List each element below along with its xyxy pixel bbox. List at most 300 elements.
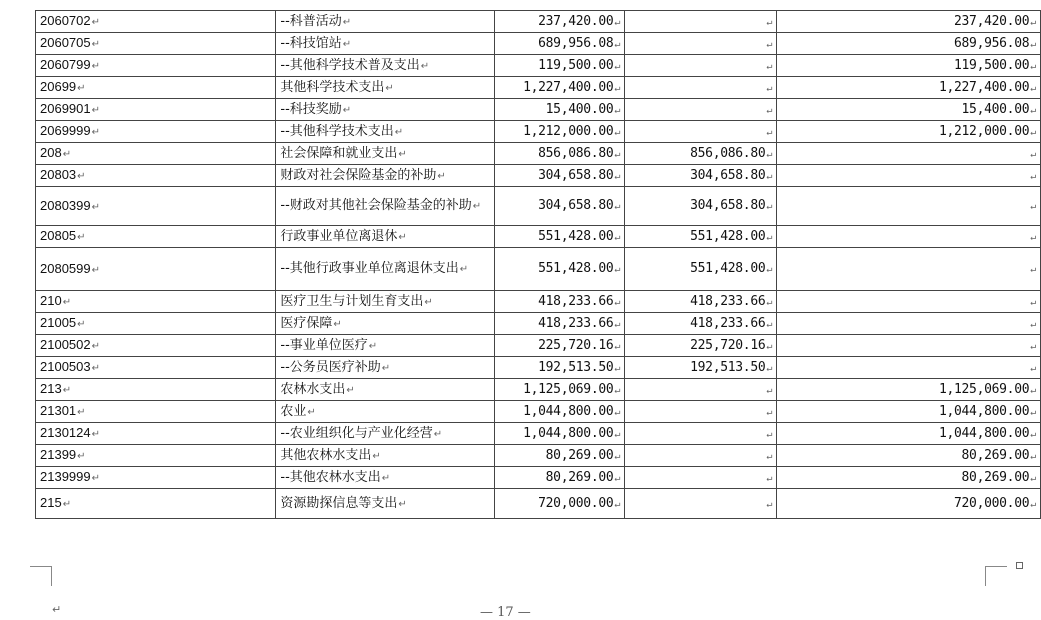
total-amount-text: 237,420.00 — [538, 13, 614, 29]
cell-end-mark: ↵ — [1030, 264, 1036, 275]
code-text: 2100503 — [40, 359, 91, 374]
name-cell[interactable] — [276, 143, 495, 165]
cell-end-mark: ↵ — [433, 428, 443, 440]
table-row — [36, 357, 1041, 379]
total-amount-cell[interactable] — [494, 489, 624, 519]
total-amount-text: 192,513.50 — [538, 359, 614, 375]
cell-end-mark: ↵ — [1030, 296, 1036, 308]
cell-end-mark: ↵ — [420, 60, 430, 72]
name-text: --科技馆站 — [280, 35, 342, 51]
code-text: 2069901 — [40, 101, 91, 116]
table-row — [36, 187, 1041, 226]
cell-end-mark: ↵ — [766, 148, 773, 160]
project-amount-text: 237,420.00 — [953, 13, 1030, 29]
code-text: 208 — [40, 145, 62, 160]
cell-end-mark: ↵ — [614, 406, 621, 418]
table-row — [36, 379, 1041, 401]
table-row — [36, 11, 1041, 33]
cell-end-mark: ↵ — [766, 264, 773, 275]
code-cell[interactable] — [36, 445, 276, 467]
code-cell[interactable] — [36, 313, 276, 335]
cell-end-mark: ↵ — [398, 231, 407, 243]
table-row — [36, 77, 1041, 99]
project-amount-cell[interactable] — [777, 226, 1041, 248]
total-amount-cell[interactable] — [494, 467, 624, 489]
basic-amount-cell[interactable] — [625, 33, 777, 55]
cell-end-mark: ↵ — [766, 318, 773, 330]
project-amount-text: 1,227,400.00 — [938, 79, 1030, 95]
table-row — [36, 33, 1041, 55]
cell-end-mark: ↵ — [766, 126, 773, 138]
total-amount-text: 119,500.00 — [538, 57, 614, 73]
basic-amount-cell[interactable] — [625, 335, 777, 357]
cell-end-mark: ↵ — [77, 232, 86, 243]
total-amount-text: 1,044,800.00 — [523, 403, 614, 419]
basic-amount-cell[interactable] — [625, 445, 777, 467]
name-cell[interactable] — [276, 357, 495, 379]
table-row — [36, 445, 1041, 467]
code-text: 2139999 — [40, 469, 91, 484]
cell-end-mark: ↵ — [614, 340, 621, 352]
total-amount-cell[interactable] — [494, 357, 624, 379]
project-amount-text: 720,000.00 — [953, 495, 1030, 511]
cell-end-mark: ↵ — [614, 16, 621, 28]
code-text: 2080599 — [40, 260, 91, 276]
cell-end-mark: ↵ — [614, 472, 621, 484]
name-cell[interactable] — [276, 11, 495, 33]
project-amount-cell[interactable] — [777, 379, 1041, 401]
cell-end-mark: ↵ — [766, 406, 773, 418]
cell-end-mark: ↵ — [91, 61, 101, 72]
cell-end-mark: ↵ — [1030, 170, 1036, 182]
basic-amount-cell[interactable] — [625, 187, 777, 226]
cell-end-mark: ↵ — [459, 264, 469, 275]
cell-end-mark: ↵ — [472, 201, 482, 212]
cell-end-mark: ↵ — [766, 362, 773, 374]
basic-amount-text: 418,233.66 — [690, 315, 766, 331]
margin-corner-left — [30, 566, 51, 567]
name-cell[interactable] — [276, 77, 495, 99]
cell-end-mark: ↵ — [91, 473, 101, 484]
cell-end-mark: ↵ — [766, 82, 773, 94]
cell-end-mark: ↵ — [368, 340, 378, 352]
cell-end-mark: ↵ — [437, 170, 446, 182]
project-amount-cell[interactable] — [777, 291, 1041, 313]
cell-end-mark: ↵ — [1030, 231, 1036, 243]
total-amount-cell[interactable] — [494, 313, 624, 335]
code-cell[interactable] — [36, 226, 276, 248]
project-amount-cell[interactable] — [777, 143, 1041, 165]
project-amount-text: 1,125,069.00 — [938, 381, 1030, 397]
cell-end-mark: ↵ — [614, 264, 621, 275]
total-amount-cell[interactable] — [494, 248, 624, 291]
project-amount-text: 1,044,800.00 — [938, 403, 1030, 419]
code-cell[interactable] — [36, 467, 276, 489]
cell-end-mark: ↵ — [333, 318, 342, 330]
table-row — [36, 121, 1041, 143]
project-amount-cell[interactable] — [777, 489, 1041, 519]
table-row — [36, 467, 1041, 489]
total-amount-cell[interactable] — [494, 401, 624, 423]
project-amount-cell[interactable] — [777, 121, 1041, 143]
table-row — [36, 489, 1041, 519]
cell-end-mark: ↵ — [614, 318, 621, 330]
table-row — [36, 401, 1041, 423]
cell-end-mark: ↵ — [91, 264, 101, 276]
code-text: 2069999 — [40, 123, 91, 138]
cell-end-mark: ↵ — [1030, 148, 1036, 160]
code-cell[interactable] — [36, 77, 276, 99]
code-text: 2130124 — [40, 425, 91, 440]
cell-end-mark: ↵ — [1030, 406, 1036, 418]
basic-amount-cell[interactable] — [625, 77, 777, 99]
cell-end-mark: ↵ — [766, 498, 773, 510]
cell-end-mark: ↵ — [91, 39, 101, 50]
cell-end-mark: ↵ — [381, 362, 391, 374]
table-body — [36, 11, 1041, 519]
total-amount-text: 418,233.66 — [538, 293, 614, 309]
code-text: 20699 — [40, 79, 77, 94]
project-amount-cell[interactable] — [777, 423, 1041, 445]
name-cell[interactable] — [276, 121, 495, 143]
cell-end-mark: ↵ — [1030, 472, 1036, 484]
name-cell[interactable] — [276, 401, 495, 423]
total-amount-text: 1,044,800.00 — [523, 425, 614, 441]
project-amount-cell[interactable] — [777, 248, 1041, 291]
cell-end-mark: ↵ — [62, 499, 72, 510]
cell-end-mark: ↵ — [614, 362, 621, 374]
project-amount-cell[interactable] — [777, 11, 1041, 33]
cell-end-mark: ↵ — [342, 104, 352, 116]
cell-end-mark: ↵ — [766, 38, 773, 50]
cell-end-mark: ↵ — [62, 149, 72, 160]
code-cell[interactable] — [36, 423, 276, 445]
code-cell[interactable] — [36, 379, 276, 401]
cell-end-mark: ↵ — [766, 340, 773, 352]
cell-end-mark: ↵ — [91, 127, 101, 138]
name-cell[interactable] — [276, 291, 495, 313]
code-text: 20803 — [40, 167, 77, 182]
cell-end-mark: ↵ — [77, 319, 86, 330]
cell-end-mark: ↵ — [766, 60, 773, 72]
name-cell[interactable] — [276, 445, 495, 467]
total-amount-text: 15,400.00 — [545, 101, 614, 117]
cell-end-mark: ↵ — [1030, 428, 1036, 440]
basic-amount-text: 418,233.66 — [690, 293, 766, 309]
name-text: 农业 — [280, 403, 307, 419]
paragraph-mark: ↵ — [52, 603, 62, 616]
name-cell[interactable] — [276, 226, 495, 248]
cell-end-mark: ↵ — [91, 341, 101, 352]
total-amount-text: 1,212,000.00 — [523, 123, 614, 139]
table-resize-handle[interactable] — [1016, 562, 1023, 569]
name-text: 农林水支出 — [280, 381, 346, 397]
total-amount-cell[interactable] — [494, 226, 624, 248]
cell-end-mark: ↵ — [91, 201, 101, 213]
total-amount-text: 225,720.16 — [538, 337, 614, 353]
table-row — [36, 291, 1041, 313]
code-cell[interactable] — [36, 143, 276, 165]
project-amount-cell[interactable] — [777, 335, 1041, 357]
name-cell[interactable] — [276, 99, 495, 121]
basic-amount-cell[interactable] — [625, 55, 777, 77]
total-amount-cell[interactable] — [494, 121, 624, 143]
cell-end-mark: ↵ — [1030, 450, 1036, 462]
basic-amount-cell[interactable] — [625, 11, 777, 33]
total-amount-cell[interactable] — [494, 143, 624, 165]
basic-amount-cell[interactable] — [625, 313, 777, 335]
cell-end-mark: ↵ — [385, 82, 394, 94]
total-amount-cell[interactable] — [494, 77, 624, 99]
project-amount-text: 119,500.00 — [953, 57, 1030, 73]
cell-end-mark: ↵ — [766, 104, 773, 116]
cell-end-mark: ↵ — [766, 296, 773, 308]
name-cell[interactable] — [276, 313, 495, 335]
table-row — [36, 313, 1041, 335]
total-amount-text: 304,658.80 — [538, 198, 614, 213]
table-row — [36, 226, 1041, 248]
cell-end-mark: ↵ — [614, 60, 621, 72]
cell-end-mark: ↵ — [1030, 318, 1036, 330]
cell-end-mark: ↵ — [77, 83, 86, 94]
cell-end-mark: ↵ — [1030, 38, 1036, 50]
name-cell[interactable] — [276, 489, 495, 519]
name-text: --公务员医疗补助 — [280, 359, 381, 375]
code-text: 2060705 — [40, 35, 91, 50]
cell-end-mark: ↵ — [766, 428, 773, 440]
name-cell[interactable] — [276, 379, 495, 401]
cell-end-mark: ↵ — [307, 406, 316, 418]
code-text: 21301 — [40, 403, 77, 418]
table-row — [36, 335, 1041, 357]
project-amount-cell[interactable] — [777, 99, 1041, 121]
basic-amount-cell[interactable] — [625, 379, 777, 401]
total-amount-cell[interactable] — [494, 33, 624, 55]
cell-end-mark: ↵ — [614, 82, 621, 94]
table-row — [36, 55, 1041, 77]
cell-end-mark: ↵ — [91, 17, 101, 28]
cell-end-mark: ↵ — [372, 450, 381, 462]
total-amount-text: 80,269.00 — [545, 447, 614, 463]
total-amount-cell[interactable] — [494, 11, 624, 33]
margin-corner-right — [985, 566, 1007, 567]
code-text: 2060799 — [40, 57, 91, 72]
basic-amount-text: 304,658.80 — [690, 167, 766, 183]
code-cell[interactable] — [36, 248, 276, 291]
basic-amount-text: 551,428.00 — [690, 228, 766, 244]
code-cell[interactable] — [36, 401, 276, 423]
cell-end-mark: ↵ — [1030, 201, 1036, 212]
page-number: — 17 — — [480, 605, 531, 620]
total-amount-cell[interactable] — [494, 445, 624, 467]
cell-end-mark: ↵ — [1030, 340, 1036, 352]
cell-end-mark: ↵ — [398, 148, 407, 160]
name-text: 社会保障和就业支出 — [280, 145, 398, 161]
basic-amount-cell[interactable] — [625, 357, 777, 379]
code-text: 210 — [40, 293, 62, 308]
basic-amount-cell[interactable] — [625, 467, 777, 489]
cell-end-mark: ↵ — [62, 385, 72, 396]
cell-end-mark: ↵ — [614, 231, 621, 243]
code-cell[interactable] — [36, 489, 276, 519]
basic-amount-text: 856,086.80 — [690, 145, 766, 161]
code-text: 21005 — [40, 315, 77, 330]
name-cell[interactable] — [276, 187, 495, 226]
basic-amount-cell[interactable] — [625, 143, 777, 165]
basic-amount-cell[interactable] — [625, 226, 777, 248]
basic-amount-cell[interactable] — [625, 401, 777, 423]
code-text: 21399 — [40, 447, 77, 462]
code-text: 2100502 — [40, 337, 91, 352]
name-text: 资源勘探信息等支出 — [280, 495, 398, 511]
project-amount-cell[interactable] — [777, 445, 1041, 467]
basic-amount-text: 192,513.50 — [690, 359, 766, 375]
basic-amount-cell[interactable] — [625, 248, 777, 291]
cell-end-mark: ↵ — [77, 171, 86, 182]
margin-corner-right — [985, 566, 986, 586]
code-text: 215 — [40, 495, 62, 510]
name-text: 医疗卫生与计划生育支出 — [280, 293, 424, 309]
cell-end-mark: ↵ — [1030, 498, 1036, 510]
basic-amount-cell[interactable] — [625, 165, 777, 187]
name-text: --其他行政事业单位离退休支出 — [280, 261, 459, 276]
cell-end-mark: ↵ — [766, 472, 773, 484]
name-cell[interactable] — [276, 55, 495, 77]
name-cell[interactable] — [276, 33, 495, 55]
cell-end-mark: ↵ — [398, 498, 407, 510]
table-row — [36, 143, 1041, 165]
code-text: 2080399 — [40, 197, 91, 213]
cell-end-mark: ↵ — [62, 297, 72, 308]
cell-end-mark: ↵ — [91, 363, 101, 374]
total-amount-text: 689,956.08 — [538, 35, 614, 51]
basic-amount-text: 551,428.00 — [690, 261, 766, 276]
name-text: --科普活动 — [280, 13, 342, 29]
name-cell[interactable] — [276, 248, 495, 291]
project-amount-text: 1,044,800.00 — [938, 425, 1030, 441]
total-amount-text: 80,269.00 — [545, 469, 614, 485]
cell-end-mark: ↵ — [1030, 82, 1036, 94]
project-amount-cell[interactable] — [777, 55, 1041, 77]
name-text: --其他科学技术普及支出 — [280, 57, 420, 73]
total-amount-cell[interactable] — [494, 187, 624, 226]
name-text: --科技奖励 — [280, 101, 342, 117]
cell-end-mark: ↵ — [1030, 362, 1036, 374]
cell-end-mark: ↵ — [614, 450, 621, 462]
cell-end-mark: ↵ — [614, 296, 621, 308]
name-cell[interactable] — [276, 165, 495, 187]
table-row — [36, 99, 1041, 121]
total-amount-cell[interactable] — [494, 165, 624, 187]
name-cell[interactable] — [276, 423, 495, 445]
code-cell[interactable] — [36, 357, 276, 379]
project-amount-text: 15,400.00 — [961, 101, 1030, 117]
project-amount-cell[interactable] — [777, 357, 1041, 379]
basic-amount-cell[interactable] — [625, 291, 777, 313]
total-amount-cell[interactable] — [494, 335, 624, 357]
name-text: --财政对其他社会保险基金的补助 — [280, 198, 472, 213]
cell-end-mark: ↵ — [424, 296, 433, 308]
code-cell[interactable] — [36, 187, 276, 226]
code-cell[interactable] — [36, 55, 276, 77]
total-amount-text: 304,658.80 — [538, 167, 614, 183]
total-amount-cell[interactable] — [494, 291, 624, 313]
basic-amount-text: 225,720.16 — [690, 337, 766, 353]
name-cell[interactable] — [276, 467, 495, 489]
project-amount-cell[interactable] — [777, 165, 1041, 187]
table-row — [36, 423, 1041, 445]
project-amount-cell[interactable] — [777, 401, 1041, 423]
name-text: --其他科学技术支出 — [280, 123, 394, 139]
name-cell[interactable] — [276, 335, 495, 357]
name-text: 财政对社会保险基金的补助 — [280, 167, 437, 183]
basic-amount-cell[interactable] — [625, 423, 777, 445]
code-text: 20805 — [40, 228, 77, 243]
project-amount-cell[interactable] — [777, 313, 1041, 335]
total-amount-cell[interactable] — [494, 55, 624, 77]
margin-corner-left — [51, 566, 52, 586]
project-amount-cell[interactable] — [777, 77, 1041, 99]
total-amount-cell[interactable] — [494, 423, 624, 445]
name-text: 其他农林水支出 — [280, 447, 372, 463]
total-amount-text: 1,125,069.00 — [523, 381, 614, 397]
total-amount-text: 856,086.80 — [538, 145, 614, 161]
name-text: --其他农林水支出 — [280, 469, 381, 485]
code-cell[interactable] — [36, 165, 276, 187]
cell-end-mark: ↵ — [381, 472, 391, 484]
code-cell[interactable] — [36, 335, 276, 357]
cell-end-mark: ↵ — [1030, 126, 1036, 138]
project-amount-text: 1,212,000.00 — [938, 123, 1030, 139]
cell-end-mark: ↵ — [614, 201, 621, 212]
table-row — [36, 165, 1041, 187]
code-cell[interactable] — [36, 11, 276, 33]
total-amount-text: 551,428.00 — [538, 228, 614, 244]
cell-end-mark: ↵ — [614, 104, 621, 116]
total-amount-cell[interactable] — [494, 99, 624, 121]
basic-amount-cell[interactable] — [625, 99, 777, 121]
budget-table — [35, 10, 1041, 519]
code-cell[interactable] — [36, 291, 276, 313]
project-amount-cell[interactable] — [777, 33, 1041, 55]
total-amount-cell[interactable] — [494, 379, 624, 401]
project-amount-text: 689,956.08 — [953, 35, 1030, 51]
project-amount-text: 80,269.00 — [961, 469, 1030, 485]
cell-end-mark: ↵ — [91, 105, 101, 116]
code-cell[interactable] — [36, 121, 276, 143]
basic-amount-cell[interactable] — [625, 489, 777, 519]
basic-amount-cell[interactable] — [625, 121, 777, 143]
cell-end-mark: ↵ — [766, 231, 773, 243]
project-amount-cell[interactable] — [777, 187, 1041, 226]
cell-end-mark: ↵ — [1030, 104, 1036, 116]
project-amount-text: 80,269.00 — [961, 447, 1030, 463]
cell-end-mark: ↵ — [614, 498, 621, 510]
cell-end-mark: ↵ — [91, 429, 101, 440]
cell-end-mark: ↵ — [342, 38, 352, 50]
project-amount-cell[interactable] — [777, 467, 1041, 489]
code-cell[interactable] — [36, 99, 276, 121]
name-text: --农业组织化与产业化经营 — [280, 425, 433, 441]
code-text: 213 — [40, 381, 62, 396]
cell-end-mark: ↵ — [614, 38, 621, 50]
cell-end-mark: ↵ — [766, 201, 773, 212]
name-text: 其他科学技术支出 — [280, 79, 385, 95]
code-text: 2060702 — [40, 13, 91, 28]
cell-end-mark: ↵ — [77, 407, 86, 418]
cell-end-mark: ↵ — [766, 170, 773, 182]
code-cell[interactable] — [36, 33, 276, 55]
